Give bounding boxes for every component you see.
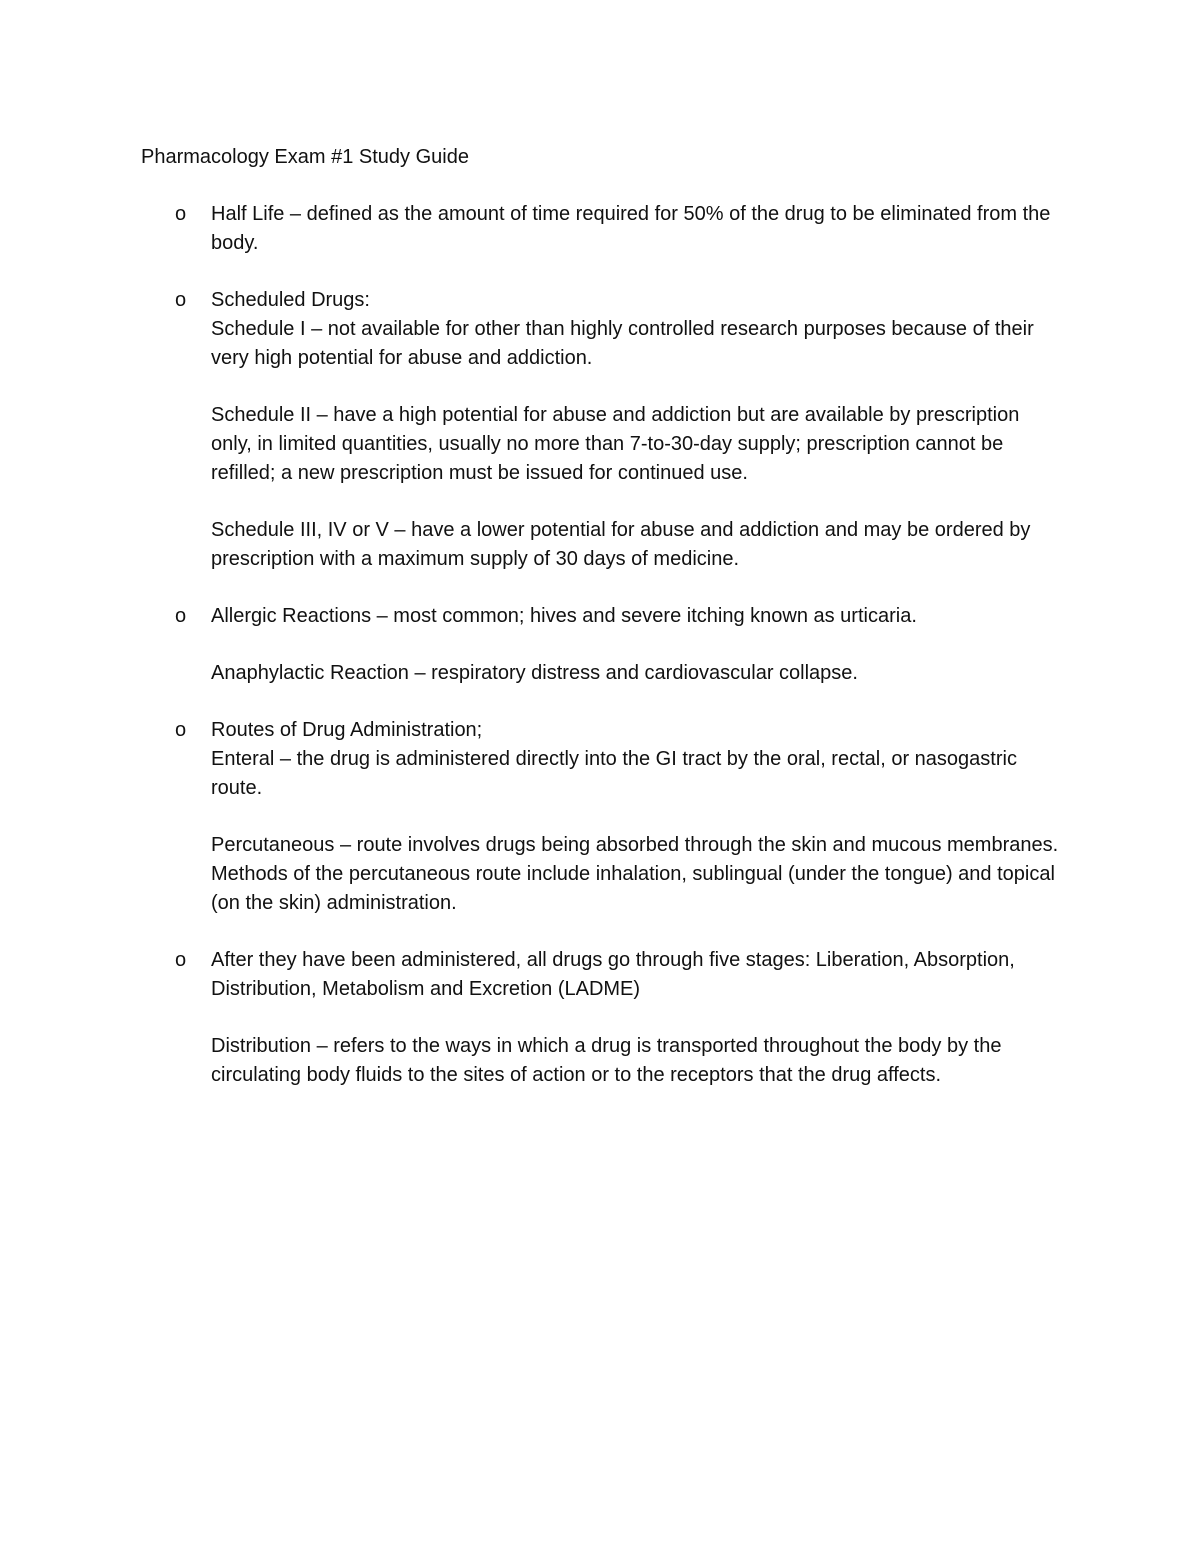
- document-title: Pharmacology Exam #1 Study Guide: [141, 146, 469, 168]
- distribution-paragraph: Distribution – refers to the ways in which a drug is transported throughout the body by the circulating body fluids to the sites of action or to the receptors that the drug affects.: [211, 1035, 1002, 1086]
- ladme-paragraph: After they have been administered, all drugs go through five stages: Liberation, Absorption, Distribution, Metabolism and Excretion (LADME): [211, 949, 1015, 1000]
- scheduled-drugs-heading: Scheduled Drugs:: [211, 289, 370, 311]
- enteral-paragraph: Enteral – the drug is administered directly into the GI tract by the oral, rectal, or nasogastric route.: [211, 748, 1017, 799]
- anaphylactic-reaction-paragraph: Anaphylactic Reaction – respiratory distress and cardiovascular collapse.: [211, 662, 858, 684]
- list-item-content: [211, 286, 1061, 574]
- list-item-routes: [0, 716, 1200, 918]
- schedule-iii-v-paragraph: Schedule III, IV or V – have a lower potential for abuse and addiction and may be ordered by prescription with a maximum supply of 30 days of medicine.: [211, 519, 1031, 570]
- half-life-paragraph: Half Life – defined as the amount of time required for 50% of the drug to be eliminated from the body.: [211, 203, 1051, 254]
- list-item-content: [211, 200, 1061, 258]
- schedule-ii-paragraph: Schedule II – have a high potential for abuse and addiction but are available by prescription only, in limited quantities, usually no more than 7-to-30-day supply; prescription cannot be refilled; a new prescription must be issued for continued use.: [211, 404, 1020, 484]
- list-item-ladme: [0, 946, 1200, 1090]
- allergic-reactions-paragraph: Allergic Reactions – most common; hives and severe itching known as urticaria.: [211, 605, 917, 627]
- list-item-scheduled-drugs: [0, 286, 1200, 574]
- bullet-icon: o: [175, 719, 187, 741]
- list-item-half-life: [0, 200, 1200, 258]
- list-item-content: [211, 716, 1061, 918]
- bullet-icon: o: [175, 203, 187, 225]
- percutaneous-paragraph: Percutaneous – route involves drugs being absorbed through the skin and mucous membranes. Methods of the percutaneous route include inhalation, sublingual (under the tongue) and topical (on the skin) administration.: [211, 834, 1059, 914]
- list-item-content: [211, 946, 1061, 1090]
- bullet-icon: o: [175, 605, 187, 627]
- bullet-icon: o: [175, 289, 187, 311]
- list-item-allergic-reactions: [0, 602, 1200, 688]
- bullet-icon: o: [175, 949, 187, 971]
- list-item-content: [211, 602, 1061, 688]
- routes-heading: Routes of Drug Administration;: [211, 719, 483, 741]
- study-guide-list: [0, 200, 1200, 1118]
- schedule-i-paragraph: Schedule I – not available for other than highly controlled research purposes because of their very high potential for abuse and addiction.: [211, 318, 1034, 369]
